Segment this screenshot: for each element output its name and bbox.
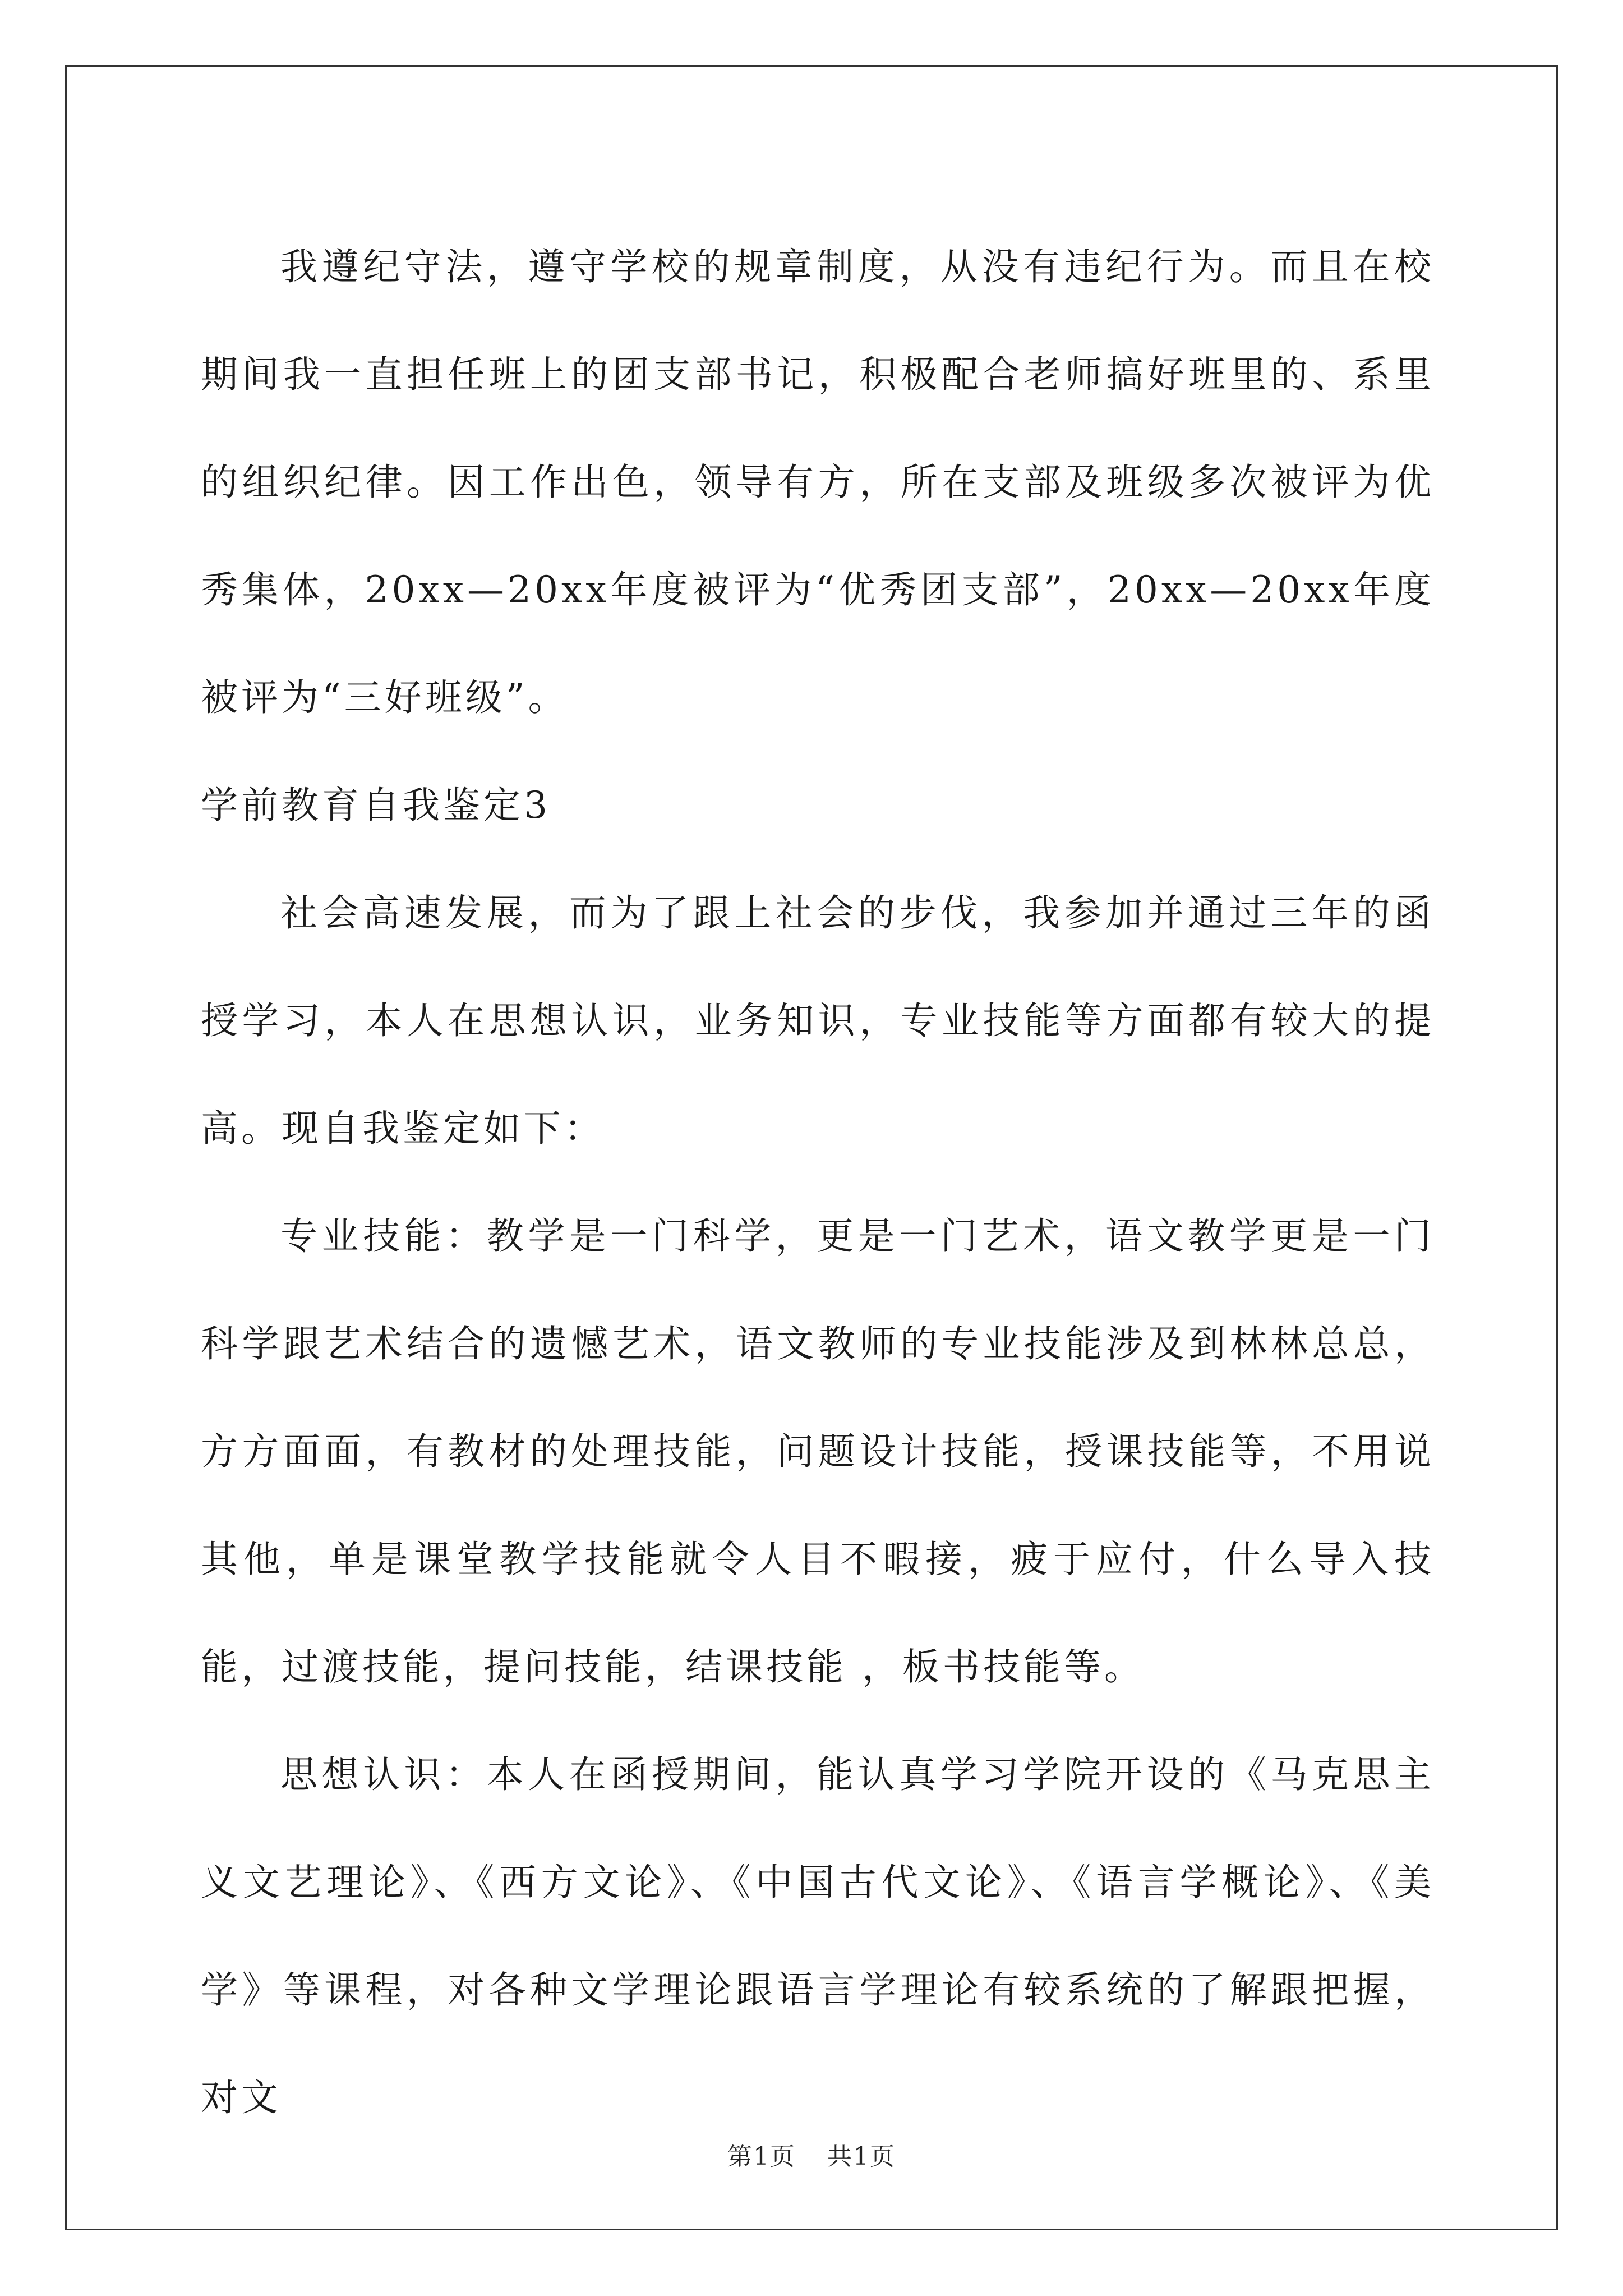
paragraph-professional-skills: 专业技能：教学是一门科学，更是一门艺术，语文教学更是一门科学跟艺术结合的遗憾艺术，语文教师的专业技能涉及到林林总总，方方面面，有教材的处理技能，问题设计技能，授课技能等，不用说其他，单是课堂教学技能就令人目不暇接，疲于应付，什么导入技能，过渡技能，提问技能，结课技能 ，板书技能等。 [201,1214,1435,1688]
paragraph-intro: 社会高速发展，而为了跟上社会的步伐，我参加并通过三年的函授学习，本人在思想认识，业务知识，专业技能等方面都有较大的提高。现自我鉴定如下： [201,891,1435,1150]
section-heading: 学前教育自我鉴定3 [201,784,551,827]
page-number-total: 共1页 [827,2142,896,2171]
document-body [201,213,1435,2152]
page-number-current: 第1页 [727,2142,796,2171]
page-footer [0,2136,1623,2172]
paragraph-ideology: 思想认识：本人在函授期间，能认真学习学院开设的《马克思主义文艺理论》、《西方文论》、《中国古代文论》、《语言学概论》、《美学》等课程，对各种文学理论跟语言学理论有较系统的了解跟把握，对文 [201,1753,1435,2119]
paragraph-discipline: 我遵纪守法，遵守学校的规章制度，从没有违纪行为。而且在校期间我一直担任班上的团支部书记，积极配合老师搞好班里的、系里的组织纪律。因工作出色，领导有方，所在支部及班级多次被评为优秀集体，20xx—20xx年度被评为“优秀团支部”，20xx—20xx年度被评为“三好班级”。 [201,245,1435,719]
